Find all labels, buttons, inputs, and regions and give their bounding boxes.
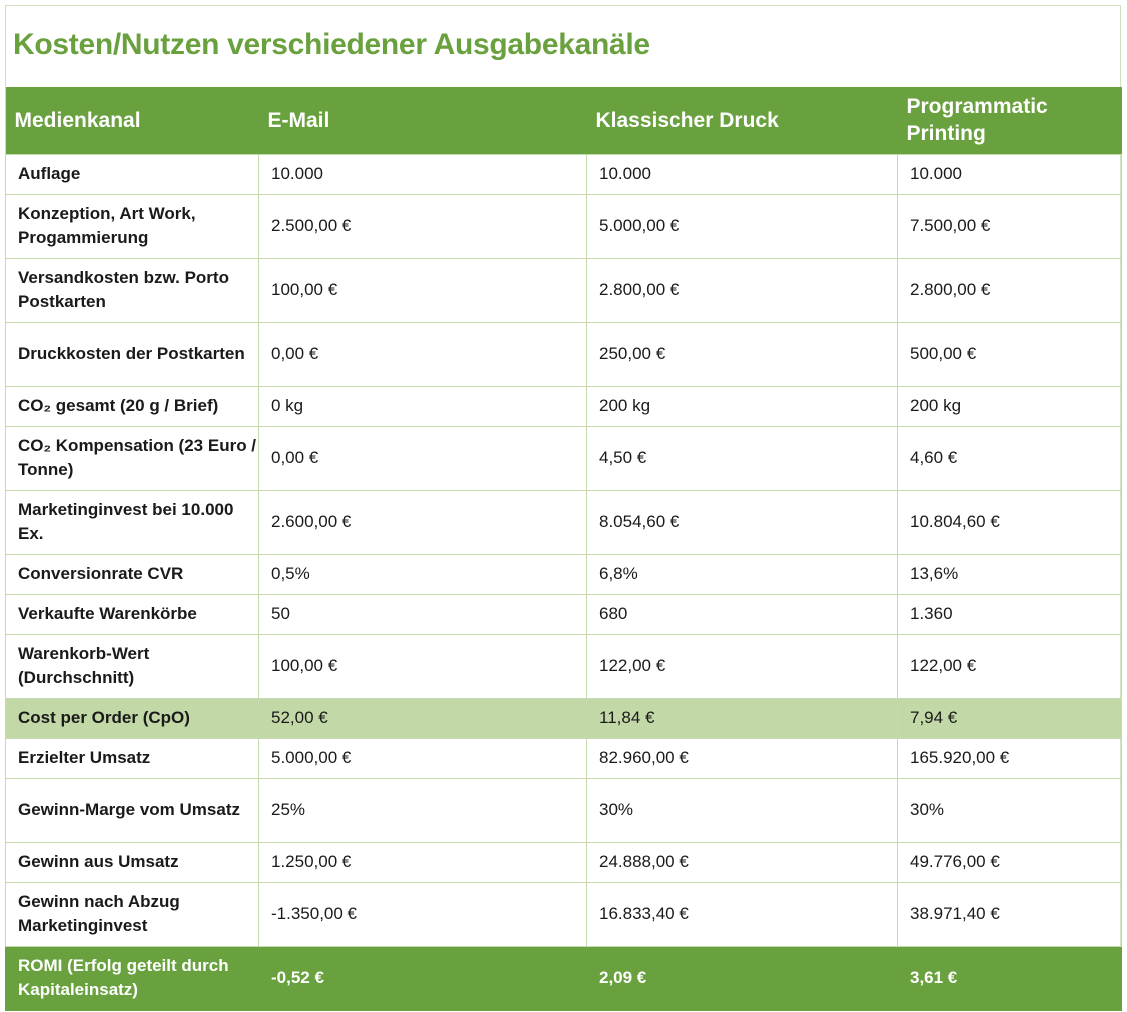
cell-programmatic-printing: 38.971,40 € <box>898 882 1122 946</box>
row-label: Gewinn aus Umsatz <box>6 842 259 882</box>
cell-klassischer-druck: 82.960,00 € <box>587 738 898 778</box>
header-email: E-Mail <box>259 87 587 154</box>
row-label: Versandkosten bzw. Porto Postkarten <box>6 258 259 322</box>
cell-klassischer-druck: 6,8% <box>587 554 898 594</box>
cell-email: 0,00 € <box>259 426 587 490</box>
cell-email: 52,00 € <box>259 698 587 738</box>
table-row <box>6 322 1122 386</box>
cell-klassischer-druck: 2,09 € <box>587 946 898 1010</box>
cell-klassischer-druck: 122,00 € <box>587 634 898 698</box>
page-title: Kosten/Nutzen verschiedener Ausgabekanäle <box>13 28 650 61</box>
cell-klassischer-druck: 250,00 € <box>587 322 898 386</box>
table-row <box>6 490 1122 554</box>
cell-klassischer-druck: 4,50 € <box>587 426 898 490</box>
cell-klassischer-druck: 10.000 <box>587 154 898 194</box>
row-label: Conversionrate CVR <box>6 554 259 594</box>
cell-programmatic-printing: 122,00 € <box>898 634 1122 698</box>
cell-klassischer-druck: 2.800,00 € <box>587 258 898 322</box>
cell-programmatic-printing: 7,94 € <box>898 698 1122 738</box>
cell-email: -1.350,00 € <box>259 882 587 946</box>
cell-programmatic-printing: 3,61 € <box>898 946 1122 1010</box>
table-row-highlighted <box>6 698 1122 738</box>
row-label: Warenkorb-Wert (Durchschnitt) <box>6 634 259 698</box>
table-row <box>6 882 1122 946</box>
row-label: ROMI (Erfolg geteilt durch Kapitaleinsatz) <box>6 946 259 1010</box>
cell-email: 100,00 € <box>259 258 587 322</box>
row-label: Auflage <box>6 154 259 194</box>
cell-klassischer-druck: 200 kg <box>587 386 898 426</box>
cost-benefit-table <box>5 87 1122 1011</box>
table-row <box>6 554 1122 594</box>
cell-email: 5.000,00 € <box>259 738 587 778</box>
row-label: CO₂ Kompensation (23 Euro / Tonne) <box>6 426 259 490</box>
cell-programmatic-printing: 7.500,00 € <box>898 194 1122 258</box>
cell-email: 0 kg <box>259 386 587 426</box>
row-label: Konzeption, Art Work, Progammierung <box>6 194 259 258</box>
row-label: Druckkosten der Postkarten <box>6 322 259 386</box>
row-label: Cost per Order (CpO) <box>6 698 259 738</box>
row-label: Gewinn nach Abzug Marketinginvest <box>6 882 259 946</box>
row-label: Erzielter Umsatz <box>6 738 259 778</box>
cell-klassischer-druck: 5.000,00 € <box>587 194 898 258</box>
cell-programmatic-printing: 1.360 <box>898 594 1122 634</box>
cell-programmatic-printing: 200 kg <box>898 386 1122 426</box>
cell-klassischer-druck: 16.833,40 € <box>587 882 898 946</box>
header-medienkanal: Medienkanal <box>6 87 259 154</box>
table-row <box>6 386 1122 426</box>
row-label: Gewinn-Marge vom Umsatz <box>6 778 259 842</box>
cell-klassischer-druck: 30% <box>587 778 898 842</box>
table-row <box>6 778 1122 842</box>
cell-klassischer-druck: 24.888,00 € <box>587 842 898 882</box>
cell-email: 25% <box>259 778 587 842</box>
cell-email: 2.600,00 € <box>259 490 587 554</box>
cell-programmatic-printing: 13,6% <box>898 554 1122 594</box>
row-label: Marketinginvest bei 10.000 Ex. <box>6 490 259 554</box>
table-row <box>6 634 1122 698</box>
cell-programmatic-printing: 10.000 <box>898 154 1122 194</box>
cell-programmatic-printing: 165.920,00 € <box>898 738 1122 778</box>
cell-email: 2.500,00 € <box>259 194 587 258</box>
row-label: Verkaufte Warenkörbe <box>6 594 259 634</box>
row-label: CO₂ gesamt (20 g / Brief) <box>6 386 259 426</box>
cell-programmatic-printing: 500,00 € <box>898 322 1122 386</box>
cell-programmatic-printing: 10.804,60 € <box>898 490 1122 554</box>
cell-klassischer-druck: 8.054,60 € <box>587 490 898 554</box>
cell-email: 50 <box>259 594 587 634</box>
table-header-row <box>6 87 1122 154</box>
header-programmatic-printing: Programmatic Printing <box>898 87 1122 154</box>
cell-programmatic-printing: 4,60 € <box>898 426 1122 490</box>
cell-email: 0,5% <box>259 554 587 594</box>
table-row <box>6 258 1122 322</box>
cell-programmatic-printing: 30% <box>898 778 1122 842</box>
table-row-romi <box>6 946 1122 1010</box>
cell-email: -0,52 € <box>259 946 587 1010</box>
table-row <box>6 426 1122 490</box>
cell-email: 100,00 € <box>259 634 587 698</box>
cell-programmatic-printing: 2.800,00 € <box>898 258 1122 322</box>
cell-email: 1.250,00 € <box>259 842 587 882</box>
table-row <box>6 154 1122 194</box>
cell-email: 0,00 € <box>259 322 587 386</box>
table-row <box>6 594 1122 634</box>
table-row <box>6 738 1122 778</box>
table-row <box>6 842 1122 882</box>
cell-email: 10.000 <box>259 154 587 194</box>
cell-klassischer-druck: 11,84 € <box>587 698 898 738</box>
cell-klassischer-druck: 680 <box>587 594 898 634</box>
header-klassischer-druck: Klassischer Druck <box>587 87 898 154</box>
cell-programmatic-printing: 49.776,00 € <box>898 842 1122 882</box>
table-row <box>6 194 1122 258</box>
